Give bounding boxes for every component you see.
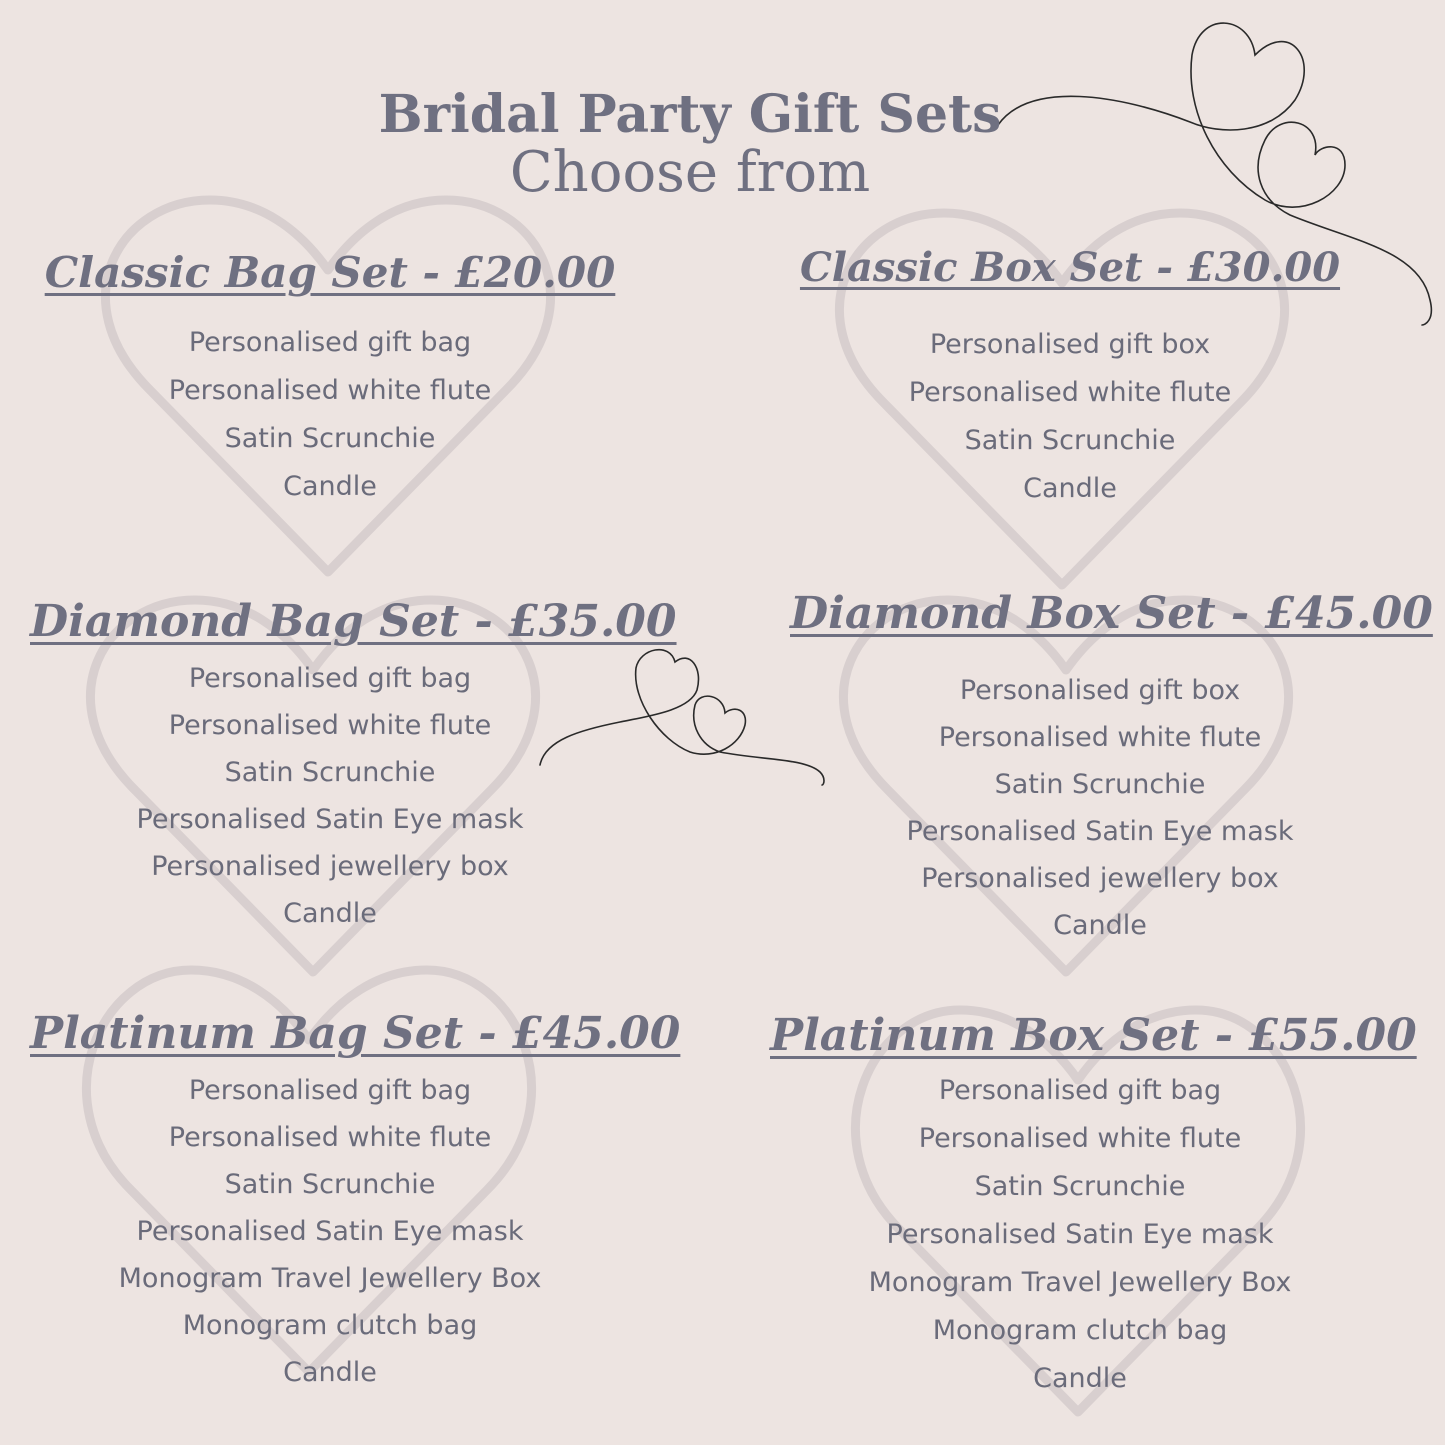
list-item: Personalised Satin Eye mask	[136, 804, 524, 835]
list-item: Monogram Travel Jewellery Box	[118, 1263, 542, 1294]
list-item: Candle	[1053, 910, 1147, 941]
list-item: Monogram clutch bag	[182, 1310, 478, 1341]
list-item: Satin Scrunchie	[964, 425, 1176, 456]
list-item: Personalised gift box	[929, 329, 1211, 360]
gift-set-classic-bag	[40, 248, 620, 511]
list-item: Personalised gift bag	[188, 327, 472, 358]
page-subtitle: Choose from	[509, 140, 871, 205]
list-item: Personalised white flute	[168, 375, 492, 406]
list-item: Candle	[283, 1357, 377, 1388]
set-heading: Platinum Box Set - £55.00	[770, 1010, 1417, 1061]
list-item: Personalised Satin Eye mask	[136, 1216, 524, 1247]
list-item: Personalised Satin Eye mask	[886, 1219, 1274, 1250]
list-item: Monogram clutch bag	[932, 1315, 1228, 1346]
set-heading: Platinum Bag Set - £45.00	[30, 1008, 681, 1059]
set-item-list	[30, 1067, 630, 1396]
list-item: Personalised gift bag	[188, 663, 472, 694]
list-item: Satin Scrunchie	[224, 423, 436, 454]
list-item: Personalised gift bag	[938, 1075, 1222, 1106]
list-item: Personalised jewellery box	[151, 851, 509, 882]
set-item-list	[40, 319, 620, 511]
list-item: Satin Scrunchie	[224, 1169, 436, 1200]
list-item: Personalised white flute	[168, 710, 492, 741]
list-item: Personalised white flute	[938, 722, 1262, 753]
list-item: Candle	[283, 471, 377, 502]
list-item: Personalised white flute	[908, 377, 1232, 408]
list-item: Satin Scrunchie	[994, 769, 1206, 800]
gift-set-classic-box	[780, 244, 1360, 513]
list-item: Personalised gift box	[959, 675, 1241, 706]
set-item-list	[30, 655, 630, 937]
set-heading: Classic Bag Set - £20.00	[44, 248, 616, 297]
gift-set-diamond-box	[790, 588, 1433, 949]
set-heading: Diamond Bag Set - £35.00	[30, 596, 677, 647]
set-item-list	[770, 1067, 1390, 1403]
list-item: Monogram Travel Jewellery Box	[868, 1267, 1292, 1298]
gift-set-diamond-bag	[30, 596, 677, 937]
set-heading: Diamond Box Set - £45.00	[790, 588, 1433, 639]
set-item-list	[790, 667, 1410, 949]
gift-set-platinum-bag	[30, 1008, 681, 1396]
list-item: Candle	[1023, 473, 1117, 504]
set-heading: Classic Box Set - £30.00	[799, 244, 1341, 291]
list-item: Satin Scrunchie	[974, 1171, 1186, 1202]
list-item: Personalised Satin Eye mask	[906, 816, 1294, 847]
list-item: Personalised white flute	[918, 1123, 1242, 1154]
list-item: Candle	[1033, 1363, 1127, 1394]
set-item-list	[780, 321, 1360, 513]
list-item: Satin Scrunchie	[224, 757, 436, 788]
list-item: Personalised gift bag	[188, 1075, 472, 1106]
list-item: Candle	[283, 898, 377, 929]
list-item: Personalised white flute	[168, 1122, 492, 1153]
list-item: Personalised jewellery box	[921, 863, 1279, 894]
page-title: Bridal Party Gift Sets	[378, 84, 1002, 145]
gift-set-platinum-box	[770, 1010, 1417, 1403]
